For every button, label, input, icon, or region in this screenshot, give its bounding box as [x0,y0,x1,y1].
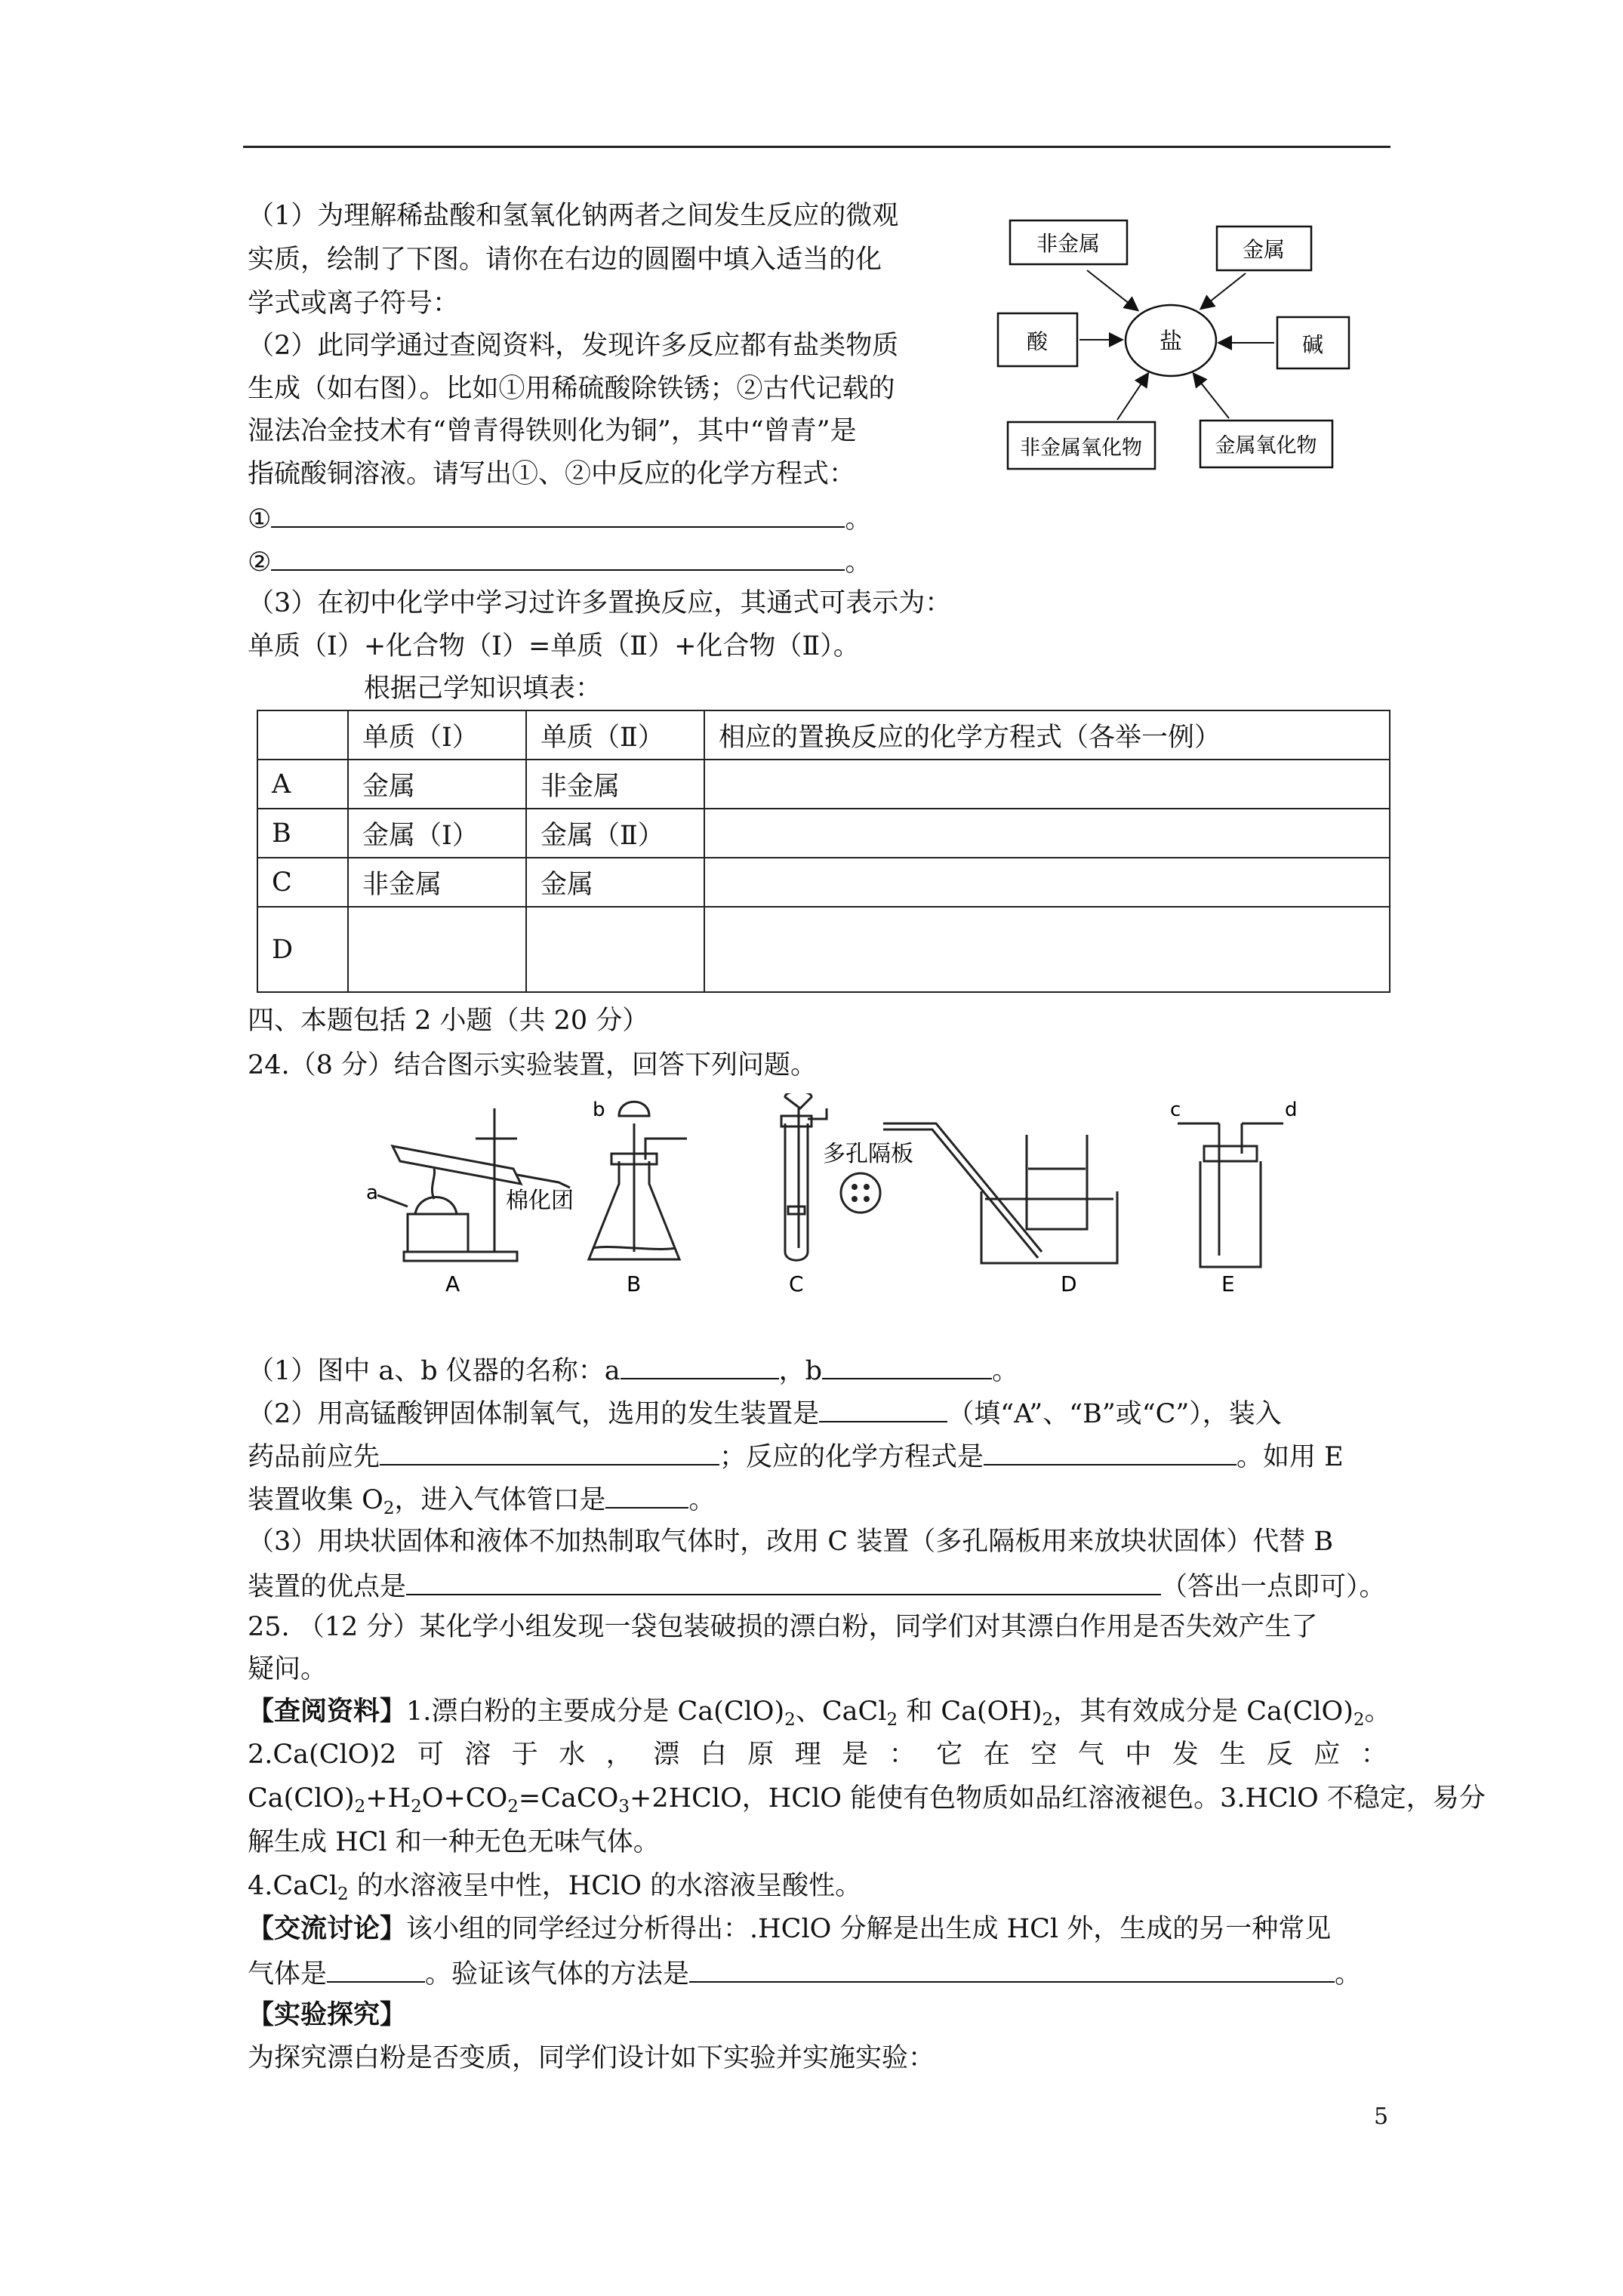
box-nonmetal-oxide-label: 非金属氧化物 [1020,436,1142,460]
blank-b[interactable] [822,1352,992,1379]
label-c: c [1170,1099,1181,1121]
table-cell: 金属 [348,760,526,809]
blank-verify-method[interactable] [689,1955,1335,1983]
table-cell: 非金属 [526,760,704,809]
label-D: D [1061,1271,1077,1296]
table-cell: 金属 [526,858,704,907]
table-answer-cell[interactable] [704,858,1390,907]
table-header-cell [257,710,348,760]
box-acid-label: 酸 [1026,329,1049,354]
q24-title: 24.（8 分）结合图示实验装置，回答下列问题。 [248,1050,818,1080]
salt-label: 盐 [1160,328,1182,355]
box-base-label: 碱 [1301,332,1324,357]
table-row [257,760,1390,809]
q23-p2-line1: （2）此同学通过查阅资料，发现许多反应都有盐类物质 [248,331,899,361]
apparatus-E [1178,1123,1283,1267]
q25-line1: 25. （12 分）某化学小组发现一袋包装破损的漂白粉，同学们对其漂白作用是否失效产生了 [248,1612,1318,1642]
section-four-heading: 四、本题包括 2 小题（共 20 分） [248,1006,649,1036]
table-row [257,858,1390,907]
label-A: A [445,1271,460,1296]
blank-a[interactable] [621,1352,779,1379]
q25-line2: 疑问。 [248,1654,328,1684]
q25-discussion-line2: 气体是 。验证该气体的方法是 。 [248,1955,1361,1991]
q23-p2-line2: 生成（如右图）。比如①用稀硫酸除铁锈；②古代记载的 [248,374,895,404]
q23-p1-line3: 学式或离子符号： [248,288,460,319]
table-cell: 金属（Ⅱ） [526,809,704,858]
label-B: B [627,1271,642,1296]
label-b: b [593,1099,605,1121]
answer-blank-2[interactable] [271,544,845,571]
label-C: C [789,1271,804,1296]
q24-3-line2: 装置的优点是 （答出一点即可）。 [248,1568,1386,1604]
q25-discussion-line1: 【交流讨论】该小组的同学经过分析得出：.HClO 分解是出生成 HCl 外，生成的另一种常见 [248,1913,1332,1944]
table-intro: 根据己学知识填表： [364,673,602,704]
answer-line-2: ② 。 [248,544,871,579]
header-rule [243,146,1390,148]
plate-hole [852,1196,858,1202]
salt-relation-diagram [996,211,1359,498]
table-cell: 金属（I） [348,809,526,858]
q23-p1-line1: （1）为理解稀盐酸和氢氧化钠两者之间发生反应的微观 [248,201,899,231]
blank-equation[interactable] [984,1438,1236,1465]
q24-3-line1: （3）用块状固体和液体不加热制取气体时，改用 C 装置（多孔隔板用来放块状固体）代替 B [248,1527,1334,1557]
label-d: d [1285,1099,1298,1121]
box-metal-label: 金属 [1242,237,1286,262]
apparatus-D [883,1123,1117,1263]
table-answer-cell[interactable] [526,907,704,992]
replacement-reaction-table [257,710,1390,993]
answer-line-1: ① 。 [248,501,871,536]
table-answer-cell[interactable] [704,907,1390,992]
q25-ref-line2: 2.Ca(ClO)2 可 溶 于 水 ， 漂 白 原 理 是 ： 它 在 空 气 中 发 生 反 应 ： [248,1740,1387,1770]
blank-gas[interactable] [327,1955,425,1983]
box-nonmetal-label: 非金属 [1036,231,1101,256]
blank-before-loading[interactable] [380,1438,719,1465]
q25-ref-line1: 【查阅资料】1.漂白粉的主要成分是 $Ca(ClO)_2$、CaCl$_2$ 和 $Ca(OH)_2$，其有效成分是 $Ca(ClO)_2$。 [248,1696,1391,1730]
blank-device[interactable] [819,1395,947,1422]
label-cotton: 棉化团 [506,1188,574,1214]
discussion-heading: 【交流讨论】 [248,1913,407,1944]
plate-hole [852,1184,858,1190]
blank-gas-inlet[interactable] [605,1481,688,1509]
q24-1-line: （1）图中 a、b 仪器的名称：a ，b 。 [248,1352,1018,1388]
q25-ref-line4: 解生成 HCl 和一种无色无味气体。 [248,1827,660,1857]
q24-2-line1: （2）用高锰酸钾固体制氧气，选用的发生装置是 （填“A”、“B”或“C”），装入 [248,1395,1282,1431]
q23-p1-line2: 实质，绘制了下图。请你在右边的圆圈中填入适当的化 [248,245,882,275]
label-a: a [366,1182,378,1204]
q25-ref-line5: 4.CaCl$_2$ 的水溶液呈中性，HClO 的水溶液呈酸性。 [248,1871,862,1904]
plate-hole [864,1184,870,1190]
table-answer-cell[interactable] [704,809,1390,858]
table-cell: B [257,809,348,858]
q24-2-line3: 装置收集 $O_2$，进入气体管口是 。 [248,1481,716,1525]
apparatus-A [377,1108,570,1261]
table-answer-cell[interactable] [704,760,1390,809]
table-cell: C [257,858,348,907]
q23-p3-line1: （3）在初中化学中学习过许多置换反应，其通式可表示为： [248,588,952,618]
ref-heading: 【查阅资料】 [248,1696,407,1727]
table-header-row [257,710,1390,760]
table-answer-cell[interactable] [348,907,526,992]
q24-2-line2: 药品前应先 ；反应的化学方程式是 。如用 E [248,1438,1344,1474]
experiment-heading: 【实验探究】 [248,1999,407,2030]
table-header-cell: 单质（I） [348,710,526,760]
plate-hole [864,1196,870,1202]
page-number: 5 [1374,2103,1389,2130]
label-E: E [1221,1271,1235,1296]
label-porous-plate: 多孔隔板 [823,1141,913,1167]
table-header-cell: 单质（Ⅱ） [526,710,704,760]
q23-p2-line4: 指硫酸铜溶液。请写出①、②中反应的化学方程式： [248,459,856,489]
blank-advantage[interactable] [406,1568,1161,1595]
table-cell: 非金属 [348,858,526,907]
table-row [257,907,1390,992]
q23-p2-line3: 湿法冶金技术有“曾青得铁则化为铜”，其中“曾青”是 [248,416,857,446]
q25-ref-line3: $Ca(ClO)_2+H_2O+CO_2=CaCO_3+2HClO$，HClO 能使有色物质如品红溶液褪色。3.HClO 不稳定，易分 [248,1783,1486,1817]
answer-blank-1[interactable] [271,501,845,528]
box-metal-oxide-label: 金属氧化物 [1215,434,1317,458]
q25-experiment-line1: 为探究漂白粉是否变质，同学们设计如下实验并实施实验： [248,2043,935,2073]
apparatus-B [589,1102,687,1259]
table-cell: A [257,760,348,809]
table-row [257,809,1390,858]
apparatus-C [781,1093,880,1260]
table-cell: D [257,907,348,992]
q23-p3-line2: 单质（Ⅰ）+化合物（Ⅰ）=单质（Ⅱ）+化合物（Ⅱ）。 [248,631,860,661]
table-header-cell: 相应的置换反应的化学方程式（各举一例） [704,710,1390,760]
lab-apparatus-figure [362,1093,1329,1297]
